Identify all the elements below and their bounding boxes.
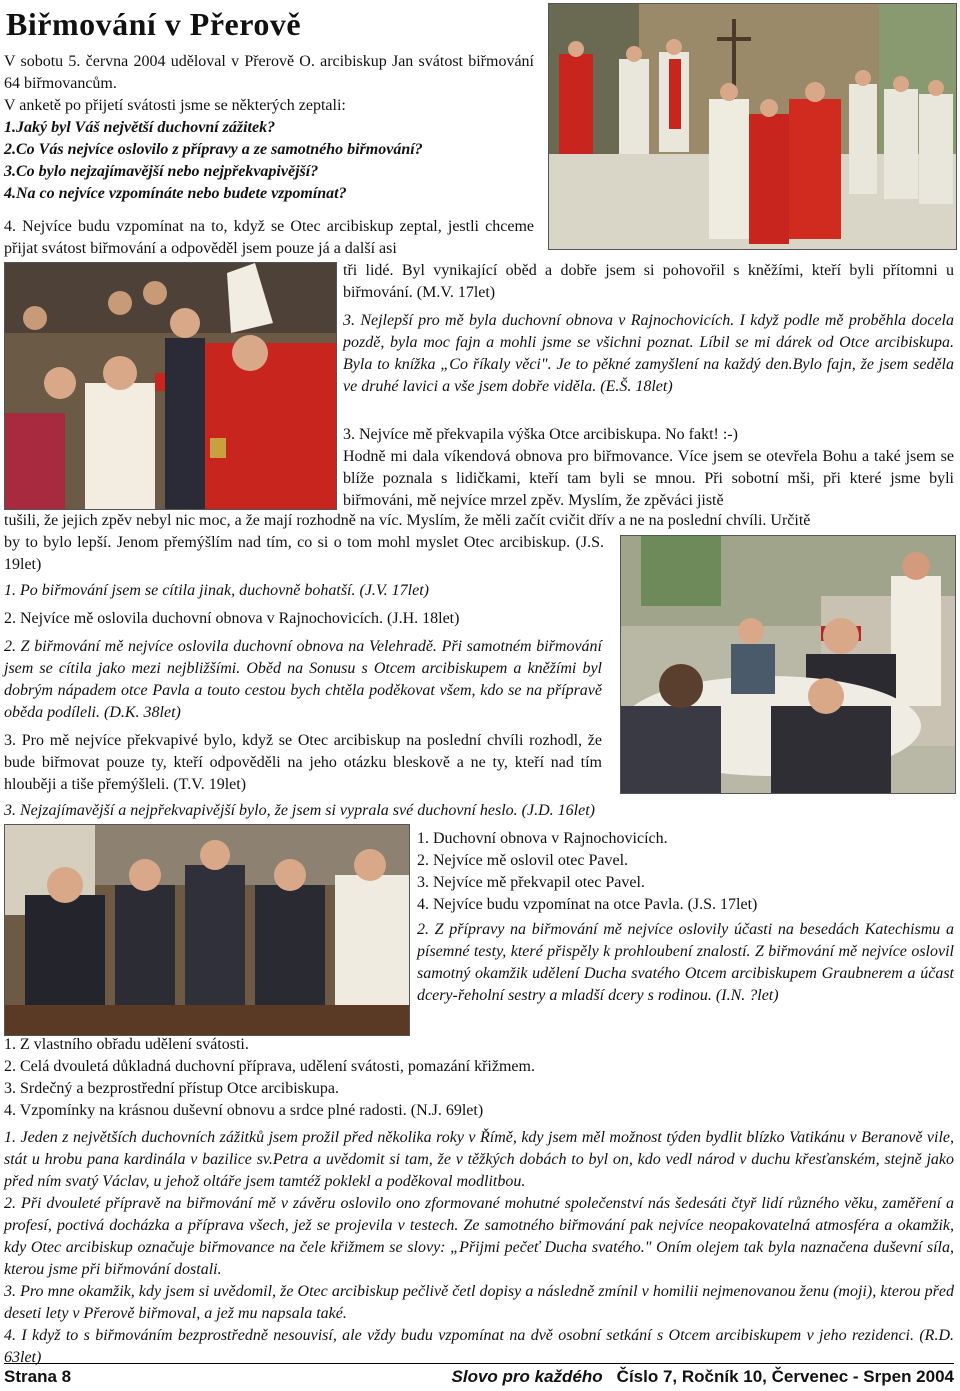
answer-tv: 3. Pro mě nejvíce překvapivé bylo, když se Otec arcibiskup na poslední chvíli rozhodl, že bude biřmovat pouze ty, kteří odpověděli na jeho otázku bleskově a ne ty, kteří nad tím hlouběji a tiše přemýšleli. (T.V. 19let) xyxy=(4,732,602,793)
page-number: Strana 8 xyxy=(4,1367,72,1386)
answer-in: 2. Z přípravy na biřmování mě nejvíce oslovily účasti na besedách Katechismu a písemné testy, které přispěly k prohloubení znalostí. Z biřmování mě nejvíce oslovil samotný okamžik udělení Ducha svatého Otcem arcibiskupem Graubnerem a účast dcery-řeholní sestry a mladší dcery s rodinou. (I.N. ?let) xyxy=(417,921,954,1004)
answer-js17-line: 4. Nejvíce budu vzpomínat na otce Pavla. (J.S. 17let) xyxy=(417,896,758,913)
answer-nj xyxy=(4,1034,954,1122)
magazine-name: Slovo pro každého xyxy=(451,1367,603,1386)
footer-issue-info xyxy=(452,1364,954,1390)
answer-nj-line: 1. Z vlastního obřadu udělení svátosti. xyxy=(4,1036,249,1053)
issue-info: Číslo 7, Ročník 10, Červenec - Srpen 2004 xyxy=(616,1367,954,1386)
answer-jd: 3. Nejzajímavější a nejpřekvapivější bylo, že jsem si vyprala své duchovní heslo. (J.D. 16let) xyxy=(4,802,595,819)
answer-mv-part1: 4. Nejvíce budu vzpomínat na to, když se Otec arcibiskup zeptal, jestli chceme přijat svátost biřmování a odpověděl jsem pouze já a další asi xyxy=(4,218,534,257)
answer-nj-line: 3. Srdečný a bezprostřední přístup Otce arcibiskupa. xyxy=(4,1080,340,1097)
answer-js19-p4: by to bylo lepší. Jenom přemýšlím nad tím, co si o tom mohl myslet Otec arcibiskup. (J.S. 19let) xyxy=(4,534,604,573)
answer-js17-line: 3. Nejvíce mě překvapil otec Pavel. xyxy=(417,874,645,891)
answer-js17-line: 2. Nejvíce mě oslovil otec Pavel. xyxy=(417,852,629,869)
answer-rd-3: 3. Pro mne okamžik, kdy jsem si uvědomil, že Otec arcibiskup pečlivě četl dopisy a následně zmínil v homilii nejmenovanou ženu (moji), kterou před deseti lety v Přerově biřmoval, a jež mu napsala také. xyxy=(4,1283,954,1322)
answer-mv-part2: tři lidé. Byl vynikající oběd a dobře jsem si pohovořil s kněžími, kteří byli přítomni u biřmování. (M.V. 17let) xyxy=(343,262,954,301)
answer-js19-p1: 3. Nejvíce mě překvapila výška Otce arcibiskupa. No fakt! :-) xyxy=(343,426,738,443)
survey-intro: V anketě po přijetí svátosti jsme se některých zeptali: xyxy=(4,97,346,114)
answer-rd-1: 1. Jeden z největších duchovních zážitků jsem prožil před několika roky v Římě, kdy jsem měl možnost týden bydlit blízko Vatikánu v Beranově vile, stát u hrobu pana kardinála v bazilice sv.Petra a uvědomit si tam, že v těžkých dobách to byl on, kdo vedl národ v duchu křesťanském, stejně jako před ním svatý Václav, u jehož oltáře jsem tamtéž poklekl a poděkoval modlitbou. xyxy=(4,1129,954,1190)
question-1: 1.Jaký byl Váš největší duchovní zážitek? xyxy=(4,119,276,136)
answer-rd-2: 2. Při dvouleté přípravě na biřmování mě v závěru oslovilo ono zformované mohutné společenství nás šedesáti čtyř lidí různého věku, zaměření a profesí, poctivá docházka a příprava všech, jež se projevila v testech. Ze samotného biřmování pak nejvíce neopakovatelná atmosféra a okamžik, kdy Otec arcibiskup označuje biřmovance na čele křižmem se slovy: „Přijmi pečeť Ducha svatého." Oním olejem tak byla naznačena duševní síla, kterou jsme při biřmování dostali. xyxy=(4,1195,954,1278)
answer-jv: 1. Po biřmování jsem se cítila jinak, duchovně bohatší. (J.V. 17let) xyxy=(4,582,429,599)
question-4: 4.Na co nejvíce vzpomínáte nebo budete vzpomínat? xyxy=(4,185,347,202)
answer-js17 xyxy=(417,828,957,916)
answer-rd-4: 4. I když to s biřmováním bezprostředně nesouvisí, ale vždy budu vzpomínat na dvě osobní setkání s Otcem arcibiskupem v jeho rezidenci. (R.D. 63let) xyxy=(4,1327,954,1366)
photo-congregation xyxy=(4,824,410,1036)
answer-rd xyxy=(4,1127,954,1369)
answer-js19-p2: Hodně mi dala víkendová obnova pro biřmovance. Více jsem se otevřela Bohu a také jsem se blíže poznala s lidičkami, kteří tam byli se mnou. Při sobotní mši, při které jsme byli biřmováni, mě nejvíce mrzel zpěv. Myslím, že zpěváci jistě xyxy=(343,448,954,509)
question-2: 2.Co Vás nejvíce oslovilo z přípravy a ze samotného biřmování? xyxy=(4,141,423,158)
answer-es: 3. Nejlepší pro mě byla duchovní obnova v Rajnochovicích. I když podle mě proběhla docela pozdě, byla moc fajn a mohli jsme se všichni poznat. Líbil se mi dárek od Otce arcibiskupa. Byla to knížka „Co říkaly věci". Je to pěkné zamyšlení na každý den.Bylo fajn, že jsem seděla ve druhé lavici a vše jsem dobře viděla. (E.Š. 18let) xyxy=(343,312,954,395)
intro-paragraph: V sobotu 5. června 2004 uděloval v Přerově O. arcibiskup Jan svátost biřmování 64 biřmovancům. xyxy=(4,53,534,92)
page-footer xyxy=(4,1363,954,1390)
survey-questions xyxy=(4,117,544,205)
article-title: Biřmování v Přerově xyxy=(6,6,302,42)
answer-jh: 2. Nejvíce mě oslovila duchovní obnova v Rajnochovicích. (J.H. 18let) xyxy=(4,610,460,627)
answer-nj-line: 2. Celá dvouletá důkladná duchovní příprava, udělení svátosti, pomazání křižmem. xyxy=(4,1058,535,1075)
answer-dk: 2. Z biřmování mě nejvíce oslovila duchovní obnova na Velehradě. Při samotném biřmování jsem se cítila jako mezi nejbližšími. Oběd na Sonusu s Otcem arcibiskupem a kněžími byl dobrým nápadem otce Pavla a touto cestou bych chtěla poděkovat všem, kdo se na přípravě oběda podíleli. (D.K. 38let) xyxy=(4,638,602,721)
question-3: 3.Co bylo nejzajímavější nebo nejpřekvapivější? xyxy=(4,163,319,180)
answer-js17-line: 1. Duchovní obnova v Rajnochovicích. xyxy=(417,830,668,847)
photo-altar-clergy xyxy=(548,3,957,250)
photo-confirmation xyxy=(4,262,337,510)
answer-js19-p3: tušili, že jejich zpěv nebyl nic moc, a že mají rozhodně na víc. Myslím, že měli začít cvičit dřív a ne na poslední chvíli. Určitě xyxy=(4,512,811,529)
answer-nj-line: 4. Vzpomínky na krásnou duševní obnovu a srdce plné radosti. (N.J. 69let) xyxy=(4,1102,484,1119)
photo-lunch xyxy=(620,535,956,794)
